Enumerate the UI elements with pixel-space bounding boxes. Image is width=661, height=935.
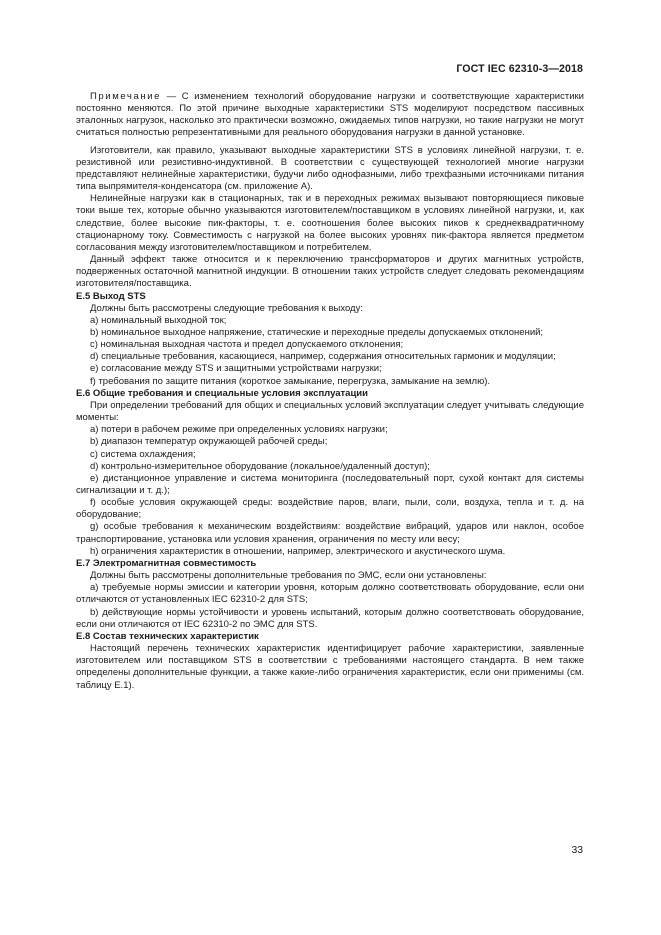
list-item: а) требуемые нормы эмиссии и категории уровня, которым должно соответствовать оборудование, если они отличаются от установленных IEC 62310-2 для STS; (76, 582, 584, 606)
document-header: ГОСТ IEC 62310-3—2018 (456, 63, 583, 75)
note-text: — С изменением технологий оборудование нагрузки и соответствующие характеристики постоянно меняются. По этой причине выходные характеристики STS моделируют посредством пассивных эталонных нагрузок, насколько это практически возможно, ожидаемых типов нагрузки, но такие нагрузки не могут считаться полностью репрезентативными для реального оборудования нагрузки в данной установке. (76, 91, 584, 139)
list-item: d) специальные требования, касающиеся, например, содержания относительных гармоник и модуляции; (90, 351, 556, 363)
list-item: f) требования по защите питания (короткое замыкание, перегрузка, замыкание на землю). (90, 375, 490, 387)
list-item: а) потери в рабочем режиме при определенных условиях нагрузки; (90, 424, 388, 436)
section-heading-e6: Е.6 Общие требования и специальные условия эксплуатации (76, 387, 368, 399)
section-heading-e5: Е.5 Выход STS (76, 290, 146, 302)
list-item: е) дистанционное управление и система мониторинга (последовательный порт, сухой контакт для системы сигнализации и т. д.); (76, 472, 584, 496)
note-paragraph (76, 91, 584, 140)
section-intro: Должны быть рассмотрены дополнительные требования по ЭМС, если они установлены: (90, 570, 487, 582)
paragraph: Нелинейные нагрузки как в стационарных, так и в переходных режимах вызывают повторяющиеся пиковые токи выше тех, которые обычно указываются изготовителем/поставщиком в условиях линейной нагрузки, и, как следствие, более высокие пик-факторы, т. е. соотношения более высоких пиков к среднеквадратичному стационарному току. Совместимость с нагрузкой на более высоких уровнях пик-фактора является предметом согласования между изготовителем/поставщиком и потребителем. (76, 193, 584, 253)
list-item: b) действующие нормы устойчивости и уровень испытаний, которым должно соответствовать оборудование, если они отличаются от IEC 62310-2 по ЭМС для STS. (76, 606, 584, 630)
paragraph: Данный эффект также относится и к переключению трансформаторов и других магнитных устройств, подверженных остаточной магнитной индукции. В отношении таких устройств следует следовать рекомендациям изготовителя/поставщика. (76, 254, 584, 290)
list-item: d) контрольно-измерительное оборудование (локальное/удаленный доступ); (90, 460, 430, 472)
section-heading-e8: Е.8 Состав технических характеристик (76, 630, 259, 642)
list-item: е) согласование между STS и защитными устройствами нагрузки; (90, 363, 382, 375)
paragraph: Изготовители, как правило, указывают выходные характеристики STS в условиях линейной нагрузки, т. е. резистивной или резистивно-индуктивной. В соответствии с существующей технологией многие нагрузки представляют нелинейные характеристики, будучи либо однофазными, либо трехфазными источниками питания типа выпрямителя-конденсатора (см. приложение А). (76, 144, 584, 193)
section-intro: Должны быть рассмотрены следующие требования к выходу: (90, 302, 363, 314)
section-heading-e7: Е.7 Электромагнитная совместимость (76, 557, 257, 569)
list-item: b) диапазон температур окружающей рабочей среды; (90, 436, 328, 448)
section-intro: При определении требований для общих и специальных условий эксплуатации следует учитывать следующие моменты: (76, 399, 584, 424)
list-item: b) номинальное выходное напряжение, статические и переходные пределы допускаемых отклонений; (90, 326, 544, 338)
note-label: Примечание (90, 91, 161, 102)
list-item: с) номинальная выходная частота и предел допускаемого отклонения; (90, 339, 404, 351)
list-item: h) ограничения характеристик в отношении, например, электрического и акустического шума. (90, 545, 506, 557)
list-item: g) особые требования к механическим воздействиям: воздействие вибраций, ударов или наклон, особое транспортирование, установка или условия хранения, ограничения по месту или весу; (76, 521, 584, 545)
section-text: Настоящий перечень технических характеристик идентифицирует рабочие характеристики, заявленные изготовителем или поставщиком STS в соответствии с требованиями настоящего стандарта. В нем также определены дополнительные функции, а также какие-либо ограничения характеристик, если они применимы (см. таблицу Е.1). (76, 643, 584, 691)
list-item: с) система охлаждения; (90, 448, 196, 460)
list-item: f) особые условия окружающей среды: воздействие паров, влаги, пыли, соли, воздуха, тепла и т. д. на оборудование; (76, 497, 584, 521)
document-body (76, 91, 584, 692)
list-item: а) номинальный выходной ток; (90, 314, 227, 326)
page-number: 33 (571, 845, 583, 856)
